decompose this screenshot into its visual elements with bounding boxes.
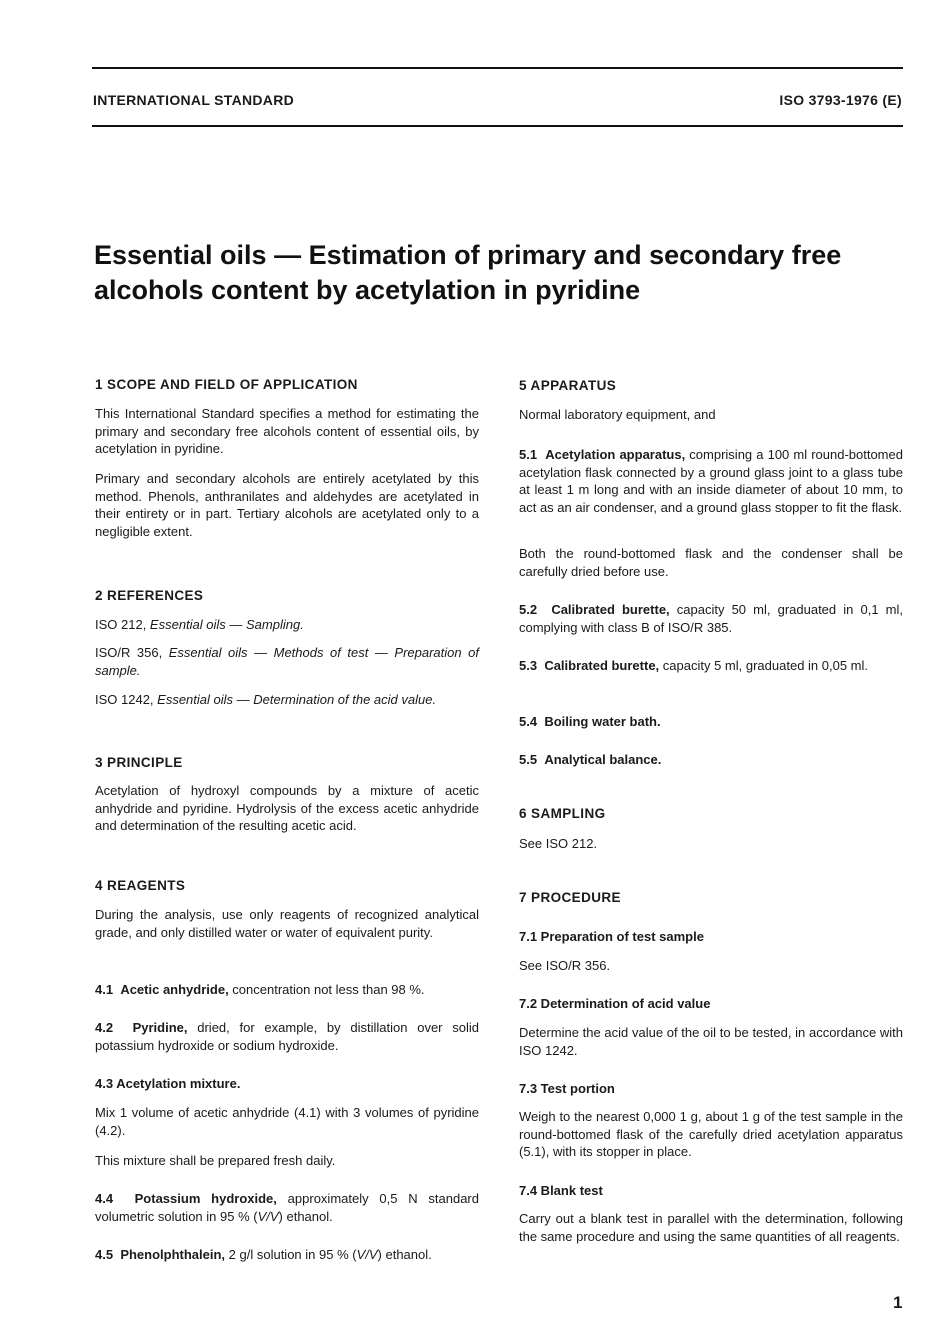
apparatus-5-2 [519,601,903,636]
ref-number: ISO 1242, [95,692,158,707]
title-line-1: Essential oils — Estimation of primary and secondary free [94,240,842,270]
reference-item [95,691,479,709]
reagent-4-3-paragraph: This mixture shall be prepared fresh daily. [95,1153,336,1168]
clause-number: 4.5 [95,1247,114,1262]
clause-text: 2 g/l solution in 95 % ( [225,1247,357,1262]
clause-label: Pyridine, [132,1020,188,1035]
clause-number: 4.2 [95,1020,114,1035]
clause-number: 5.3 [519,658,538,673]
reference-item [95,644,479,679]
reagent-4-3-paragraph: Mix 1 volume of acetic anhydride (4.1) with 3 volumes of pyridine (4.2). [95,1105,479,1138]
clause-number: 5.2 [519,602,538,617]
clause-label: Boiling water bath. [544,714,661,729]
reagent-4-3-heading: 4.3 Acetylation mixture. [95,1076,241,1091]
header-top-rule [92,67,903,69]
clause-7-4-heading: 7.4 Blank test [519,1183,603,1198]
section-5-paragraph: Both the round-bottomed flask and the condenser shall be carefully dried before use. [519,546,903,579]
section-3-heading: 3 PRINCIPLE [95,755,183,770]
ref-number: ISO/R 356, [95,645,169,660]
reagent-4-1 [95,981,479,999]
apparatus-5-3 [519,657,903,675]
clause-text: approximately 0,5 N standard volumetric solution in 95 % ( [95,1191,479,1224]
clause-label: Calibrated burette, [551,602,670,617]
ref-title: Essential oils — Determination of the acid value. [157,692,437,707]
clause-label: Analytical balance. [544,752,662,767]
ref-title: Essential oils — Sampling. [149,617,304,632]
clause-text: capacity 5 ml, graduated in 0,05 ml. [659,658,869,673]
clause-7-1-text: See ISO/R 356. [519,958,611,973]
clause-italic: V/V [356,1247,378,1262]
clause-label: Potassium hydroxide, [134,1191,277,1206]
reagent-4-5 [95,1246,479,1264]
clause-text: capacity 50 ml, graduated in 0,1 ml, complying with class B of ISO/R 385. [519,602,903,635]
clause-label: Calibrated burette, [544,658,660,673]
clause-7-3-heading: 7.3 Test portion [519,1081,615,1096]
clause-number: 5.4 [519,714,538,729]
clause-7-2-text: Determine the acid value of the oil to be tested, in accordance with ISO 1242. [519,1025,903,1058]
header-right: ISO 3793-1976 (E) [779,92,902,108]
section-1-paragraph: This International Standard specifies a method for estimating the primary and secondary free alcohols content of essential oils, by acetylation in pyridine. [95,406,479,456]
apparatus-5-4 [519,713,903,731]
section-4-paragraph: During the analysis, use only reagents of recognized analytical grade, and only distilled water or water of equivalent purity. [95,907,479,940]
reference-item [95,616,479,634]
clause-label: Phenolphthalein, [120,1247,226,1262]
clause-number: 4.1 [95,982,114,997]
ref-number: ISO 212, [95,617,150,632]
clause-7-3-text: Weigh to the nearest 0,000 1 g, about 1 g of the test sample in the round-bottomed flask of the carefully dried acetylation apparatus (5.1), with its stopper in place. [519,1109,903,1159]
title-line-2: alcohols content by acetylation in pyridine [94,275,641,305]
clause-text: concentration not less than 98 %. [228,982,425,997]
section-7-heading: 7 PROCEDURE [519,890,621,905]
header-bottom-rule [92,125,903,127]
page-number: 1 [893,1293,903,1312]
section-5-heading: 5 APPARATUS [519,378,617,393]
section-5-paragraph: Normal laboratory equipment, and [519,407,716,422]
ref-title: Essential oils — Methods of test — Preparation of sample. [95,645,479,678]
clause-7-2-heading: 7.2 Determination of acid value [519,996,711,1011]
section-3-paragraph: Acetylation of hydroxyl compounds by a mixture of acetic anhydride and pyridine. Hydrolysis of the excess acetic anhydride and determination of the resulting acetic acid. [95,783,479,833]
section-6-heading: 6 SAMPLING [519,806,606,821]
clause-number: 5.1 [519,447,538,462]
clause-italic: V/V [257,1208,279,1224]
clause-text: ) ethanol. [278,1208,333,1224]
section-6-paragraph: See ISO 212. [519,836,598,851]
apparatus-5-1 [519,446,903,516]
clause-label: Acetylation apparatus, [545,447,686,462]
clause-number: 4.4 [95,1191,114,1206]
clause-text: dried, for example, by distillation over solid potassium hydroxide or sodium hydroxide. [95,1020,479,1053]
section-1-paragraph: Primary and secondary alcohols are entirely acetylated by this method. Phenols, anthranilates and aldehydes are acetylated in their entirety or in part. Tertiary alcohols are acetylated only to a negligible extent. [95,471,479,539]
page-title [94,238,894,308]
section-4-heading: 4 REAGENTS [95,878,186,893]
clause-7-1-heading: 7.1 Preparation of test sample [519,929,704,944]
clause-7-4-text: Carry out a blank test in parallel with the determination, following the same procedure and using the same quantities of all reagents. [519,1211,903,1244]
clause-text: ) ethanol. [377,1247,432,1262]
reagent-4-4 [95,1190,479,1225]
header-left: INTERNATIONAL STANDARD [93,92,295,108]
section-2-heading: 2 REFERENCES [95,588,204,603]
clause-text: comprising a 100 ml round-bottomed acetylation flask connected by a ground glass joint to a glass tube at least 1 m long and with an inside diameter of about 10 mm, to act as an air condenser, and a ground glass stopper to fit the flask. [519,447,903,515]
reagent-4-2 [95,1019,479,1054]
clause-number: 5.5 [519,752,538,767]
apparatus-5-5 [519,751,903,769]
section-1-heading: 1 SCOPE AND FIELD OF APPLICATION [95,377,358,392]
clause-label: Acetic anhydride, [120,982,229,997]
